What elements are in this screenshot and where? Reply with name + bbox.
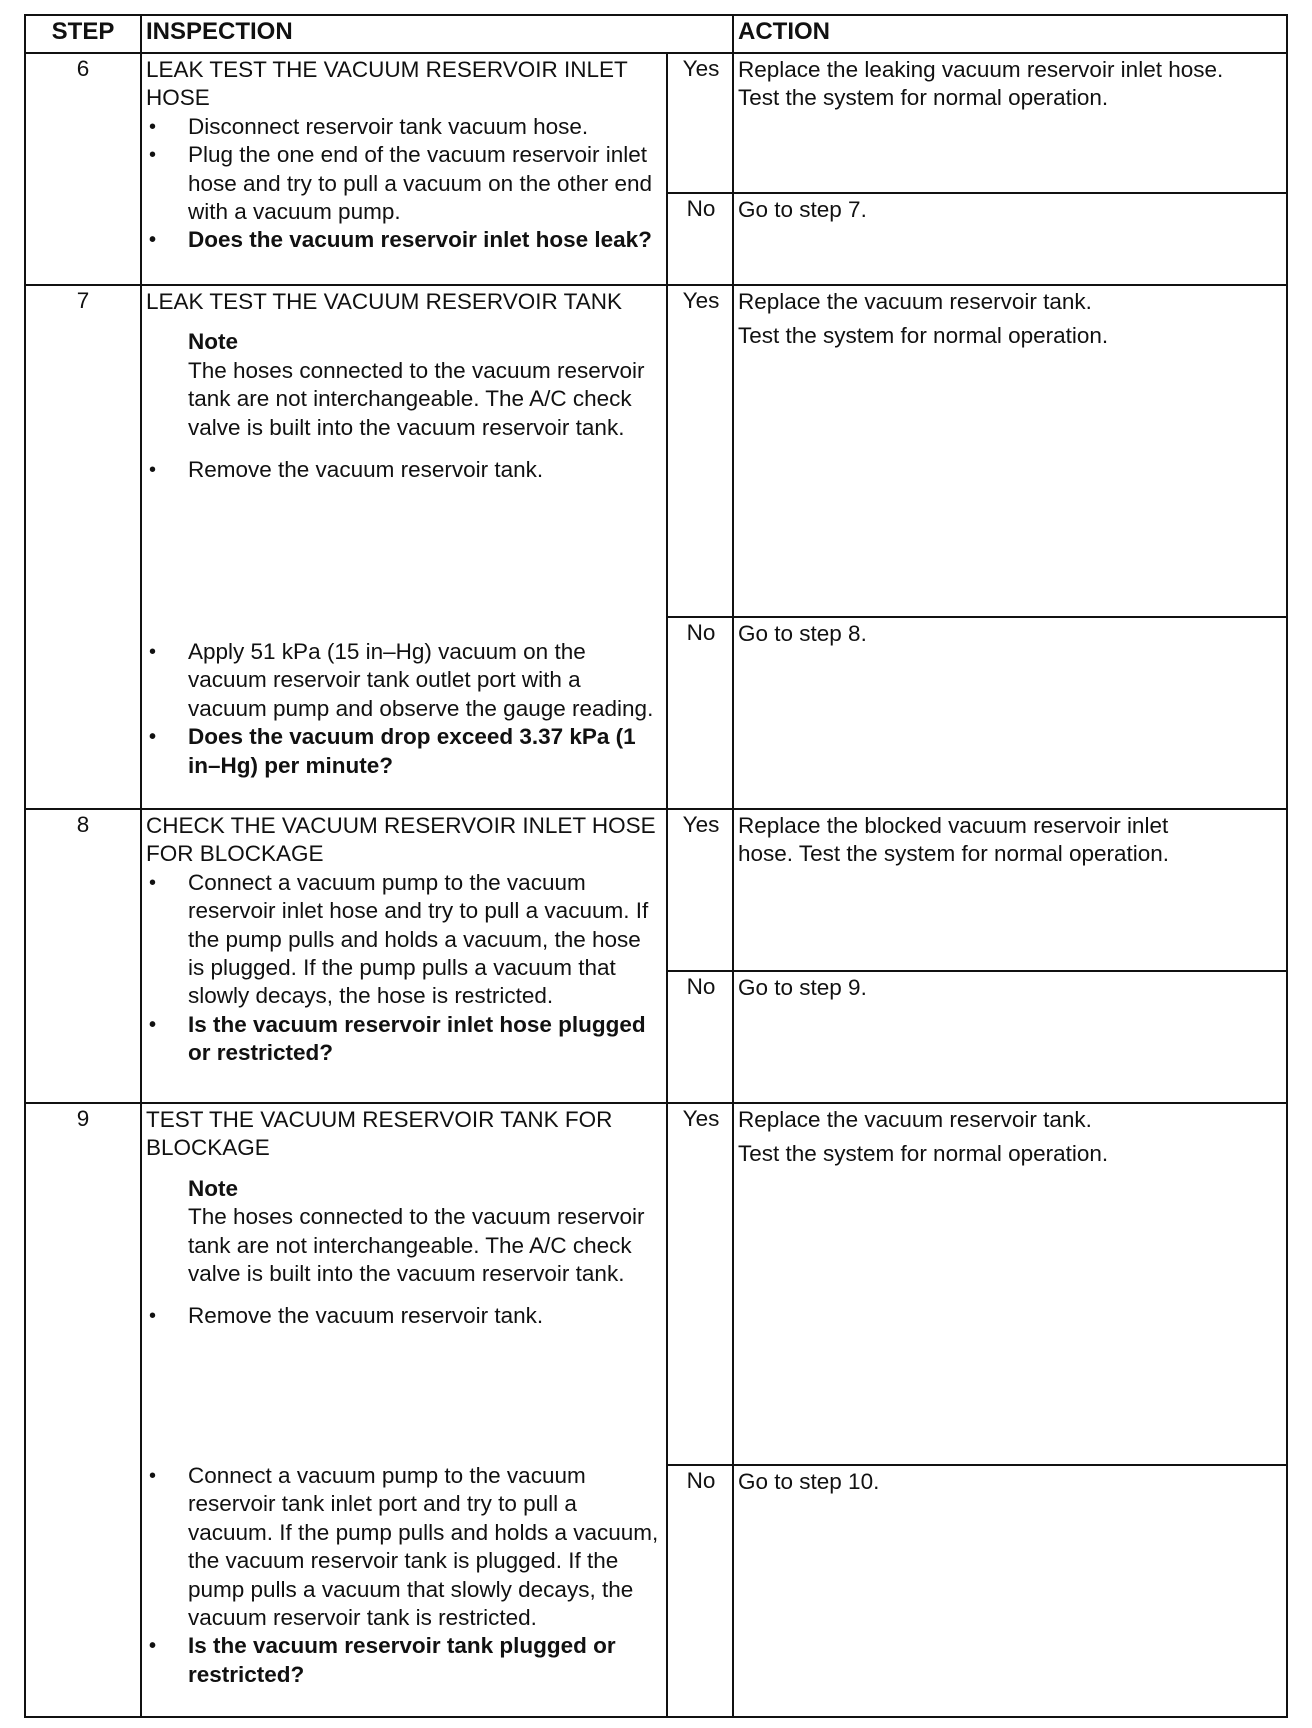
yes-label: Yes (682, 1106, 720, 1131)
bullet-item: • Plug the one end of the vacuum reservoir inlet hose and try to pull a vacuum on the other end with a vacuum pump. (146, 141, 660, 226)
question-item: • Is the vacuum reservoir tank plugged or restricted? (146, 1632, 660, 1689)
bullet-item: • Apply 51 kPa (15 in–Hg) vacuum on the vacuum reservoir tank outlet port with a vacuum pump and observe the gauge reading. (146, 638, 660, 723)
no-action: Go to step 9. (738, 975, 867, 1000)
header-inspection: INSPECTION (146, 18, 293, 45)
yes-no-divider (666, 1464, 1286, 1466)
inspection-cell (146, 56, 660, 255)
bullet-item: • Remove the vacuum reservoir tank. (146, 456, 660, 484)
yes-action (738, 812, 1228, 875)
step-number: 8 (76, 812, 90, 837)
bullet-list (146, 113, 660, 255)
bullet-item: • Connect a vacuum pump to the vacuum reservoir tank inlet port and try to pull a vacuum. If the pump pulls and holds a vacuum, the vacuum reservoir tank is plugged. If the pump pulls a vacuum that slowly decays, the vacuum reservoir tank is restricted. (146, 1462, 660, 1632)
note-heading: Note (188, 329, 238, 355)
bullet-item: • Remove the vacuum reservoir tank. (146, 1302, 660, 1330)
header-divider (26, 52, 1286, 54)
inspection-cell-continued (146, 638, 660, 780)
diagnostic-table (24, 14, 1288, 1718)
note-box (146, 1175, 660, 1289)
yes-no-divider (666, 192, 1286, 194)
inspection-title: CHECK THE VACUUM RESERVOIR INLET HOSE FOR BLOCKAGE (146, 813, 656, 867)
bullet-item: • Disconnect reservoir tank vacuum hose. (146, 113, 660, 141)
question-item: • Does the vacuum reservoir inlet hose leak? (146, 226, 660, 254)
yes-action (738, 288, 1228, 357)
bullet-item: • Connect a vacuum pump to the vacuum reservoir inlet hose and try to pull a vacuum. If the pump pulls and holds a vacuum, the hose is plugged. If the pump pulls a vacuum that slowly decays, the hose is restricted. (146, 869, 660, 1011)
inspection-title: LEAK TEST THE VACUUM RESERVOIR INLET HOSE (146, 57, 628, 111)
step-number: 7 (76, 288, 90, 313)
step-number: 6 (76, 56, 90, 81)
action-text: Test the system for normal operation. (738, 1141, 1109, 1167)
no-label: No (686, 620, 716, 645)
action-text: Replace the leaking vacuum reservoir inlet hose. Test the system for normal operation. (738, 57, 1224, 111)
header-step: STEP (51, 18, 115, 45)
note-heading: Note (188, 1175, 238, 1201)
row-divider (26, 1102, 1286, 1104)
bullet-list (146, 1462, 660, 1689)
action-text: Test the system for normal operation. (738, 323, 1109, 349)
note-text: The hoses connected to the vacuum reservoir tank are not interchangeable. The A/C check valve is built into the vacuum reservoir tank. (188, 357, 645, 440)
no-action: Go to step 7. (738, 197, 867, 222)
inspection-title: TEST THE VACUUM RESERVOIR TANK FOR BLOCKAGE (146, 1107, 613, 1161)
yes-no-divider (666, 616, 1286, 618)
bullet-list (146, 1302, 660, 1330)
yes-label: Yes (682, 288, 720, 313)
bullet-list (146, 456, 660, 484)
yes-label: Yes (682, 812, 720, 837)
inspection-cell (146, 812, 660, 1068)
header-action: ACTION (738, 18, 830, 45)
row-divider (26, 808, 1286, 810)
yes-action (738, 1106, 1228, 1175)
action-text: Replace the vacuum reservoir tank. (738, 289, 1092, 314)
action-text: Replace the blocked vacuum reservoir inlet hose. Test the system for normal operation. (738, 813, 1170, 867)
column-divider (732, 16, 734, 1716)
note-box (146, 328, 660, 442)
note-text: The hoses connected to the vacuum reservoir tank are not interchangeable. The A/C check valve is built into the vacuum reservoir tank. (188, 1204, 645, 1287)
no-label: No (686, 1468, 716, 1493)
inspection-title: LEAK TEST THE VACUUM RESERVOIR TANK (146, 289, 622, 314)
yes-no-divider (666, 970, 1286, 972)
yes-label: Yes (682, 56, 720, 81)
question-item: • Is the vacuum reservoir inlet hose plugged or restricted? (146, 1011, 660, 1068)
bullet-list (146, 869, 660, 1068)
inspection-cell (146, 1106, 660, 1331)
column-divider (140, 16, 142, 1716)
bullet-list (146, 638, 660, 780)
no-label: No (686, 974, 716, 999)
action-text: Replace the vacuum reservoir tank. (738, 1107, 1092, 1132)
inspection-cell-continued (146, 1462, 660, 1689)
yes-action (738, 56, 1228, 119)
no-action: Go to step 10. (738, 1469, 880, 1494)
inspection-cell (146, 288, 660, 484)
row-divider (26, 284, 1286, 286)
no-action: Go to step 8. (738, 621, 867, 646)
question-item: • Does the vacuum drop exceed 3.37 kPa (1 in–Hg) per minute? (146, 723, 660, 780)
step-number: 9 (76, 1106, 90, 1131)
no-label: No (686, 196, 716, 221)
